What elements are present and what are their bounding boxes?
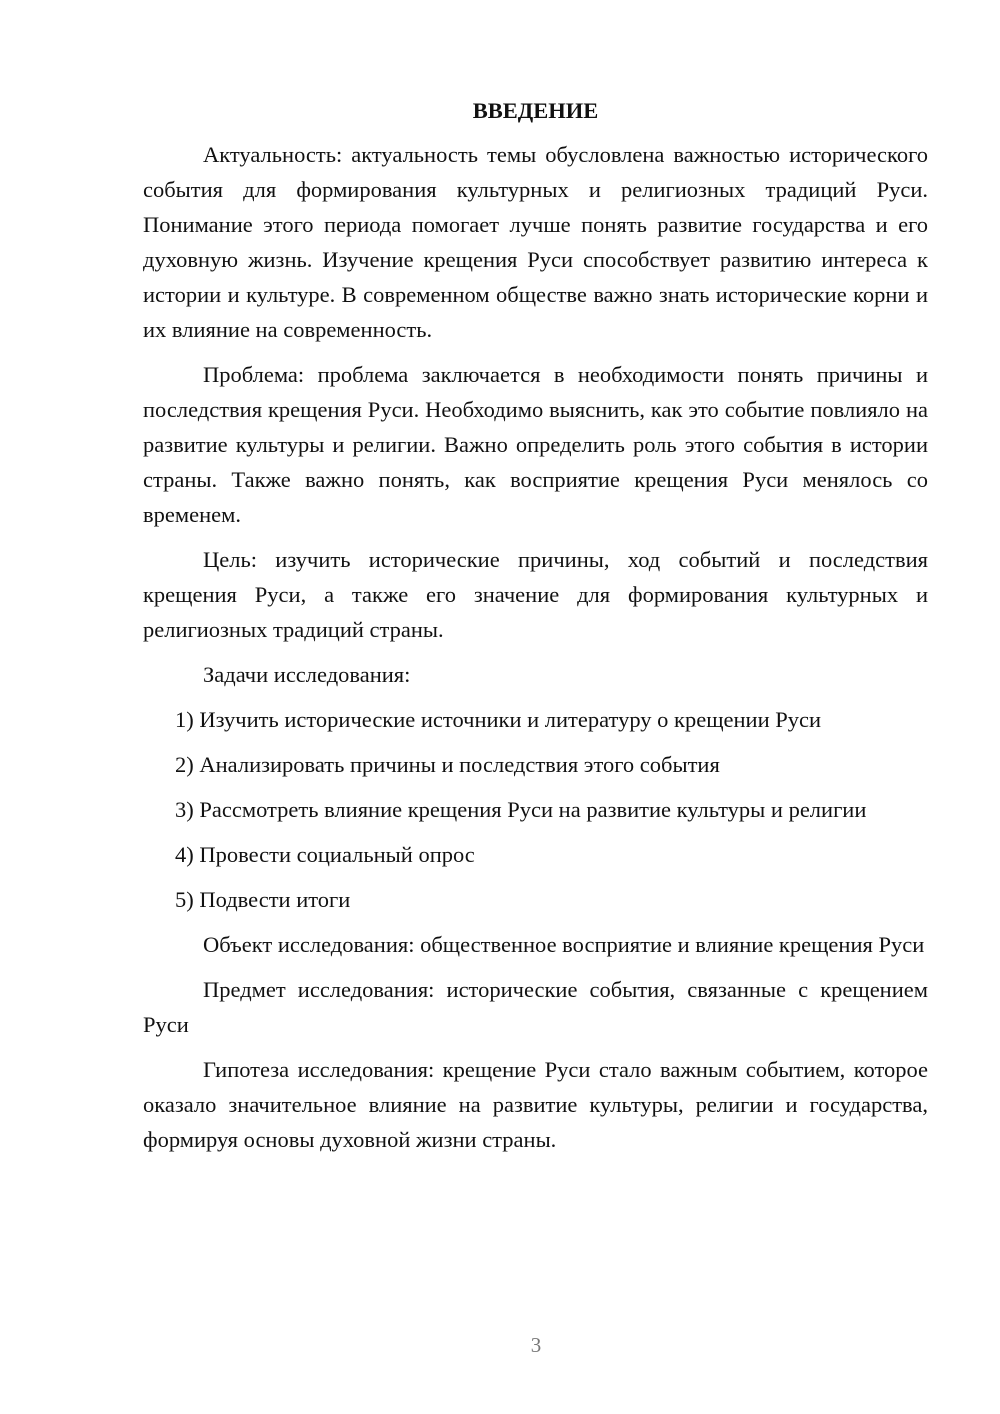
task-item: 4) Провести социальный опрос <box>175 842 475 867</box>
paragraph-relevance: Актуальность: актуальность темы обусловлена важностью исторического события для формирования культурных и религиозных традиций Руси. Понимание этого периода помогает лучше понять развитие государства и его духовную жизнь. Изучение крещения Руси способствует развитию интереса к истории и культуре. В современном обществе важно знать исторические корни и их влияние на современность. <box>143 142 928 342</box>
tasks-heading: Задачи исследования: <box>203 662 411 687</box>
task-item: 5) Подвести итоги <box>175 887 351 912</box>
page-content <box>143 95 928 1167</box>
task-item: 3) Рассмотреть влияние крещения Руси на развитие культуры и религии <box>175 797 867 822</box>
paragraph-hypothesis: Гипотеза исследования: крещение Руси стало важным событием, которое оказало значительное влияние на развитие культуры, религии и государства, формируя основы духовной жизни страны. <box>143 1057 928 1152</box>
paragraph-goal: Цель: изучить исторические причины, ход событий и последствия крещения Руси, а также его значение для формирования культурных и религиозных традиций страны. <box>143 547 928 642</box>
paragraph-subject: Предмет исследования: исторические события, связанные с крещением Руси <box>143 977 928 1037</box>
paragraph-object: Объект исследования: общественное восприятие и влияние крещения Руси <box>203 932 925 957</box>
page-number: 3 <box>530 1333 542 1357</box>
task-item: 2) Анализировать причины и последствия этого события <box>175 752 720 777</box>
task-item: 1) Изучить исторические источники и литературу о крещении Руси <box>175 707 822 732</box>
section-title: ВВЕДЕНИЕ <box>472 98 599 123</box>
paragraph-problem: Проблема: проблема заключается в необходимости понять причины и последствия крещения Руси. Необходимо выяснить, как это событие повлияло на развитие культуры и религии. Важно определить роль этого события в истории страны. Также важно понять, как восприятие крещения Руси менялось со временем. <box>143 362 928 527</box>
